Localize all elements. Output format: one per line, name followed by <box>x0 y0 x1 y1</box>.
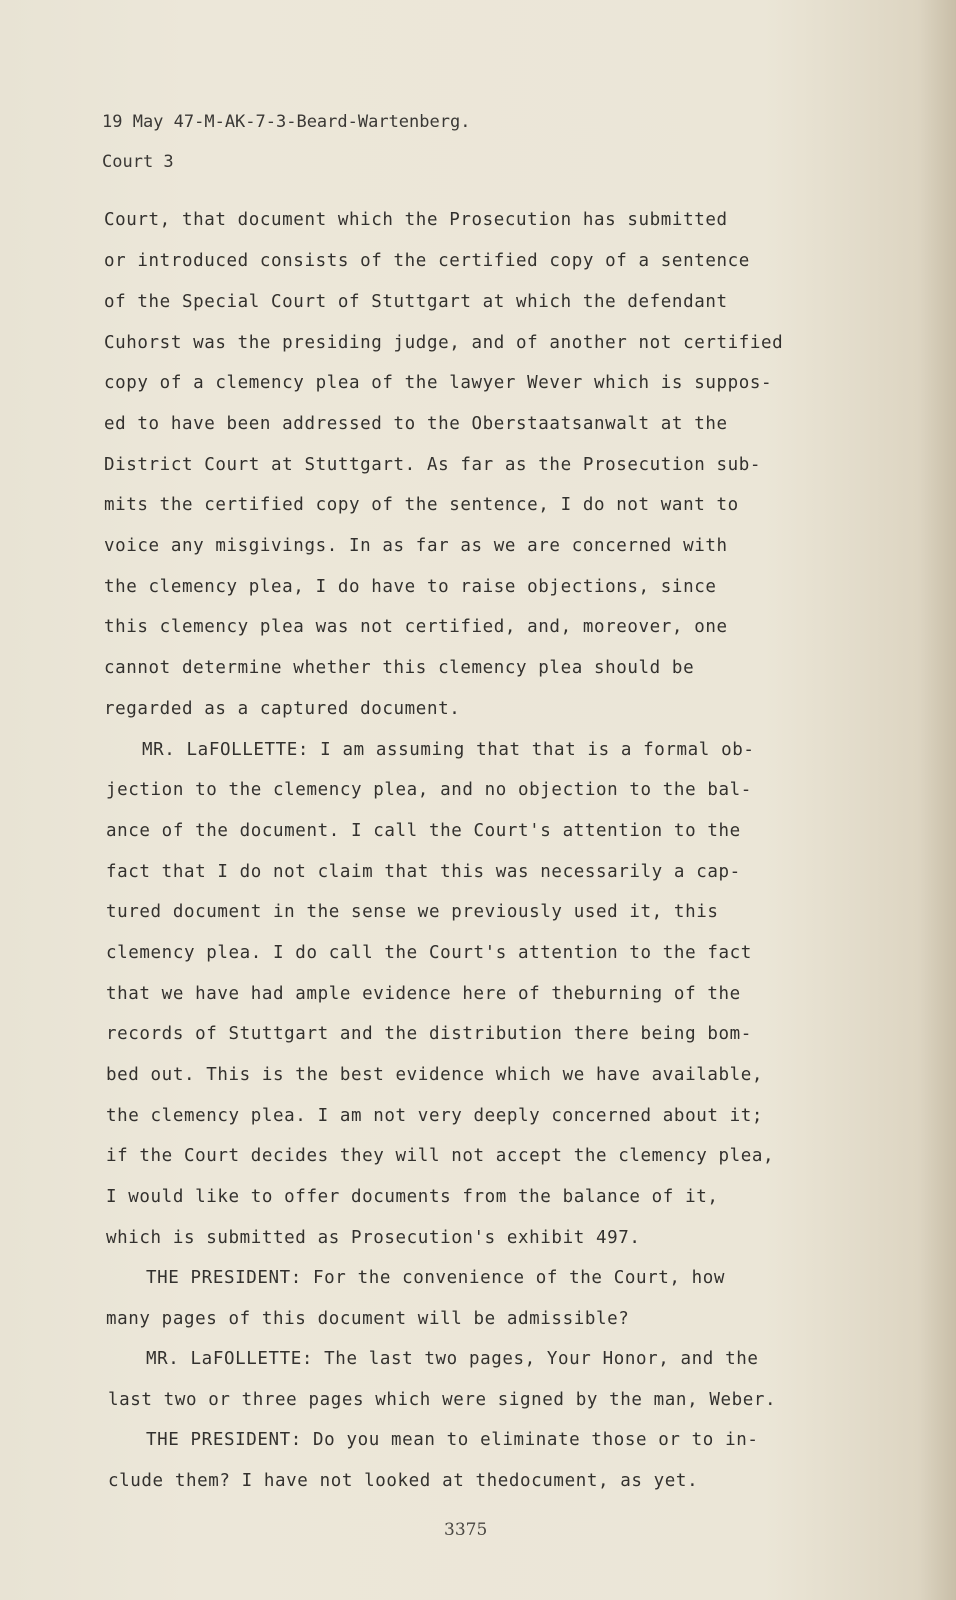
text-line: ance of the document. I call the Court's attention to the <box>106 821 741 841</box>
text-line: mits the certified copy of the sentence, I do not want to <box>104 495 739 515</box>
text-line: tured document in the sense we previously used it, this <box>106 902 719 922</box>
text-line: if the Court decides they will not accept the clemency plea, <box>106 1146 775 1166</box>
text-line: the clemency plea. I am not very deeply concerned about it; <box>106 1106 764 1126</box>
text-line: I would like to offer documents from the balance of it, <box>106 1187 719 1207</box>
text-line: records of Stuttgart and the distribution there being bom- <box>106 1024 752 1044</box>
text-line: District Court at Stuttgart. As far as the Prosecution sub- <box>104 455 762 475</box>
text-line: Court, that document which the Prosecution has submitted <box>104 210 728 230</box>
text-line: fact that I do not claim that this was necessarily a cap- <box>106 862 741 882</box>
text-line: this clemency plea was not certified, and, moreover, one <box>104 617 728 637</box>
document-header: 19 May 47-M-AK-7-3-Beard-Wartenberg. <box>102 112 471 132</box>
text-line: voice any misgivings. In as far as we are concerned with <box>104 536 728 556</box>
text-line: jection to the clemency plea, and no objection to the bal- <box>106 780 752 800</box>
text-line: of the Special Court of Stuttgart at which the defendant <box>104 292 728 312</box>
page-number: 3375 <box>444 1520 488 1540</box>
text-line: clemency plea. I do call the Court's attention to the fact <box>106 943 752 963</box>
text-line: cannot determine whether this clemency plea should be <box>104 658 695 678</box>
text-line: ed to have been addressed to the Oberstaatsanwalt at the <box>104 414 728 434</box>
text-line: which is submitted as Prosecution's exhibit 497. <box>106 1228 641 1248</box>
text-line: last two or three pages which were signed by the man, Weber. <box>108 1390 777 1410</box>
speaker-line: MR. LaFOLLETTE: I am assuming that that is a formal ob- <box>142 740 755 760</box>
text-line: bed out. This is the best evidence which we have available, <box>106 1065 764 1085</box>
section-label: Court 3 <box>102 152 174 172</box>
text-line: the clemency plea, I do have to raise objections, since <box>104 577 717 597</box>
text-line: or introduced consists of the certified copy of a sentence <box>104 251 750 271</box>
text-line: regarded as a captured document. <box>104 699 461 719</box>
speaker-line: THE PRESIDENT: For the convenience of the Court, how <box>146 1268 726 1288</box>
text-line: that we have had ample evidence here of theburning of the <box>106 984 741 1004</box>
text-line: copy of a clemency plea of the lawyer Wever which is suppos- <box>104 373 773 393</box>
speaker-line: MR. LaFOLLETTE: The last two pages, Your Honor, and the <box>146 1349 759 1369</box>
speaker-line: THE PRESIDENT: Do you mean to eliminate those or to in- <box>146 1430 759 1450</box>
text-line: many pages of this document will be admissible? <box>106 1309 630 1329</box>
text-line: clude them? I have not looked at thedocument, as yet. <box>108 1471 699 1491</box>
text-line: Cuhorst was the presiding judge, and of another not certified <box>104 333 784 353</box>
